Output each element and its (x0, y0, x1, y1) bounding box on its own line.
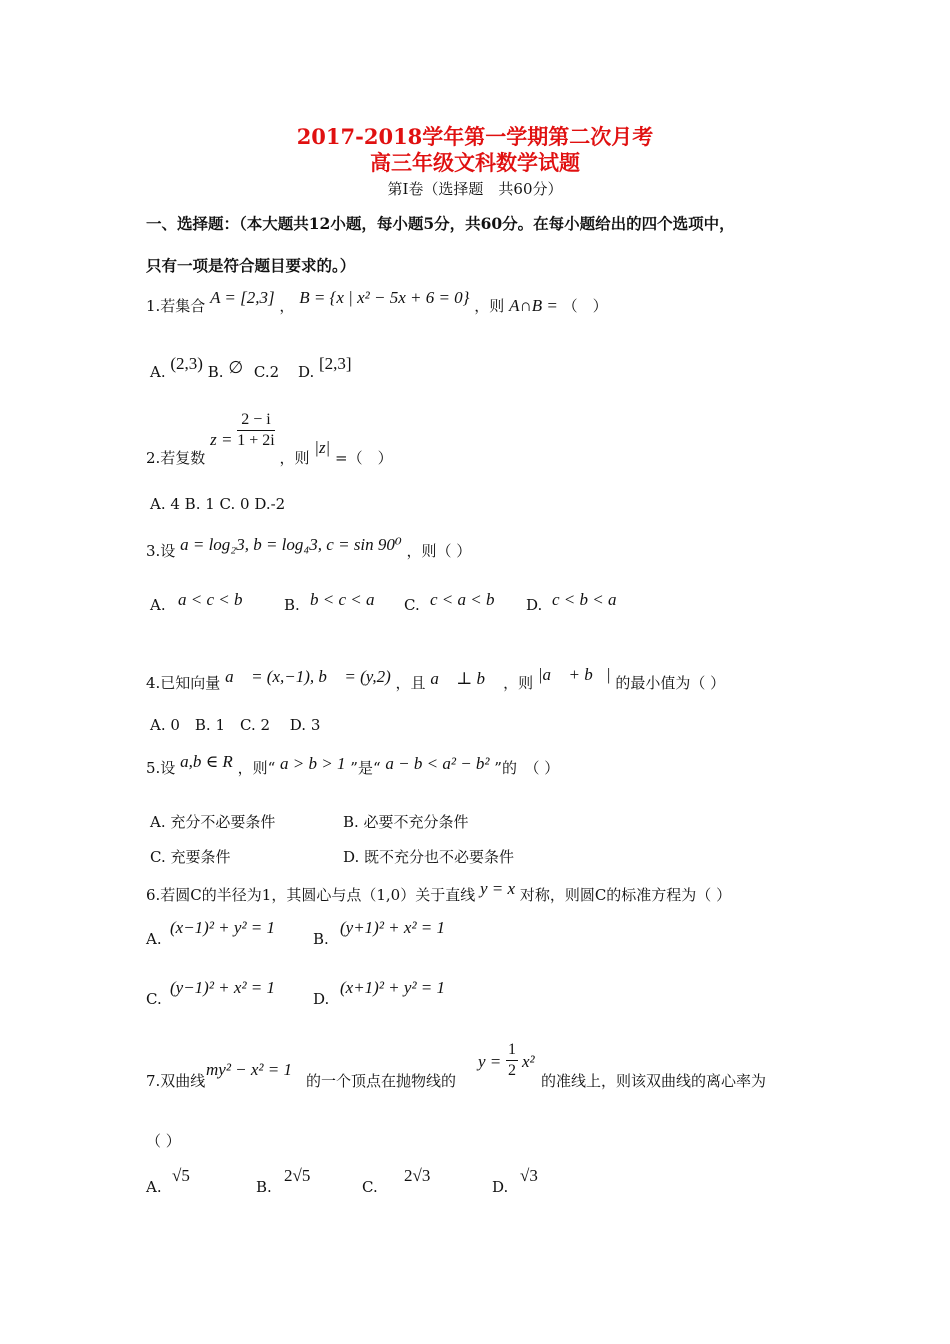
q3-opt-a-label: A. (150, 596, 166, 614)
question-4-options: A. 0 B. 1 C. 2 D. 3 (150, 716, 321, 734)
q5-prefix: 5.设 (146, 759, 176, 777)
exam-title-line2: 高三年级文科数学试题 (370, 150, 580, 175)
q2-denominator: 1 + 2i (237, 432, 275, 449)
q7-denominator: 2 (508, 1062, 516, 1079)
question-2 (146, 410, 393, 467)
q3-opt-a-value: a < c < b (178, 590, 243, 609)
q6-opt-b-label: B. (313, 930, 329, 948)
q5-opt-d: D. 既不充分也不必要条件 (343, 848, 515, 866)
exam-subtitle: 第Ⅰ卷（选择题 共60分） (387, 180, 563, 198)
q7-x-squared: x² (522, 1052, 535, 1071)
q7-hyperbola: my² − x² = 1 (206, 1060, 293, 1079)
q6-opt-d-value: (x+1)² + y² = 1 (340, 978, 446, 997)
q4-vectors: a⃗ = (x,−1), b⃗ = (y,2) (225, 667, 391, 686)
q7-suffix: 的准线上，则该双曲线的离心率为 (541, 1072, 767, 1090)
question-5 (146, 752, 560, 778)
q5-cond2: a − b < a² − b² (385, 754, 490, 773)
q6-opt-a-label: A. (146, 930, 162, 948)
q6-opt-c-value: (y−1)² + x² = 1 (170, 978, 276, 997)
q1-suffix: （ ） (562, 297, 608, 315)
question-1-options (150, 354, 352, 382)
q2-mid: ，则 (279, 448, 310, 467)
q6-prefix: 6.若圆C的半径为1，其圆心与点（1,0）关于直线 (146, 886, 476, 904)
q7-opt-a-label: A. (146, 1178, 162, 1196)
q7-paren: （ ） (146, 1132, 181, 1150)
q4-abs-sum: |a⃗ + b⃗| (537, 665, 611, 684)
q1-opt-c: C.2 (253, 363, 280, 381)
q6-line: y = x (479, 879, 516, 898)
q5-cond1: a > b > 1 (280, 754, 346, 773)
q1-mid: ，则 (474, 297, 505, 315)
question-2-options: A. 4 B. 1 C. 0 D.-2 (150, 495, 286, 513)
section-instructions-line2: 只有一项是符合题目要求的。） (146, 256, 356, 275)
q6-opt-a-value: (x−1)² + y² = 1 (170, 918, 276, 937)
q2-fraction (237, 410, 274, 451)
q2-suffix: =（ ） (335, 448, 393, 467)
q6-suffix: 对称，则圆C的标准方程为（ ） (519, 886, 732, 904)
q1-opt-b-label: B. (207, 363, 224, 381)
section-instructions-line1: 一、选择题：（本大题共12小题，每小题5分，共60分。在每小题给出的四个选项中， (146, 214, 735, 233)
q6-opt-b-value: (y+1)² + x² = 1 (340, 918, 446, 937)
q1-intersection: A∩B = (509, 296, 558, 315)
q3-opt-d-value: c < b < a (552, 590, 617, 609)
q7-opt-a-value: √5 (172, 1166, 190, 1185)
q1-sep: ， (279, 297, 295, 315)
q6-opt-c-label: C. (146, 990, 162, 1008)
q7-opt-b-value: 2√5 (284, 1166, 311, 1185)
q4-prefix: 4.已知向量 (146, 674, 221, 692)
q5-suffix: ”的 （ ） (494, 759, 560, 777)
q4-suffix: 的最小值为（ ） (615, 674, 726, 692)
q6-opt-d-label: D. (313, 990, 330, 1008)
q1-prefix: 1.若集合 (146, 297, 206, 315)
question-4 (146, 665, 726, 693)
q7-opt-c-value: 2√3 (404, 1166, 431, 1185)
q5-mid1: ，则“ (237, 759, 276, 777)
q2-prefix: 2.若复数 (146, 448, 206, 467)
q3-expr: a = log₂3, b = log₄3, c = sin 90⁰ (180, 535, 402, 554)
question-3 (146, 535, 472, 561)
q7-y: y = (478, 1052, 502, 1071)
q5-opt-c: C. 充要条件 (150, 848, 231, 866)
q7-prefix: 7.双曲线 (146, 1072, 206, 1090)
q7-opt-d-value: √3 (520, 1166, 538, 1185)
q7-numerator: 1 (506, 1040, 518, 1061)
q1-opt-b-value: ∅ (228, 358, 244, 377)
q5-set: a,b ∈ R (180, 752, 233, 771)
question-6 (146, 879, 732, 905)
q5-opt-a: A. 充分不必要条件 (150, 813, 276, 831)
q1-opt-d-value: [2,3] (319, 354, 352, 373)
q3-opt-c-value: c < a < b (430, 590, 495, 609)
q7-opt-c-label: C. (362, 1178, 378, 1196)
q4-perp: a⃗ ⊥ b⃗ (430, 669, 499, 688)
question-1 (146, 288, 608, 316)
q3-opt-d-label: D. (526, 596, 543, 614)
q4-mid1: ，且 (395, 674, 426, 692)
q5-mid2: ”是“ (350, 759, 381, 777)
q3-prefix: 3.设 (146, 542, 176, 560)
q7-mid: 的一个顶点在抛物线的 (306, 1072, 457, 1090)
q7-opt-b-label: B. (256, 1178, 272, 1196)
q2-abs: |z| (314, 437, 331, 457)
q7-fraction (506, 1040, 518, 1081)
exam-title-line1: 2017-2018学年第一学期第二次月考 (296, 124, 654, 149)
q1-set-b: B = {x | x² − 5x + 6 = 0} (299, 288, 470, 307)
q1-opt-a-value: (2,3) (170, 354, 203, 373)
q3-opt-b-label: B. (284, 596, 300, 614)
q1-opt-a-label: A. (150, 363, 166, 381)
q5-opt-b: B. 必要不充分条件 (343, 813, 469, 831)
q3-suffix: ，则（ ） (406, 542, 472, 560)
q3-opt-c-label: C. (404, 596, 420, 614)
q2-z: z = (210, 429, 233, 449)
q4-mid2: ，则 (503, 674, 534, 692)
q1-opt-d-label: D. (297, 363, 315, 381)
q2-numerator: 2 − i (237, 410, 274, 431)
q7-opt-d-label: D. (492, 1178, 509, 1196)
q1-set-a: A = [2,3] (210, 288, 275, 307)
q3-opt-b-value: b < c < a (310, 590, 375, 609)
